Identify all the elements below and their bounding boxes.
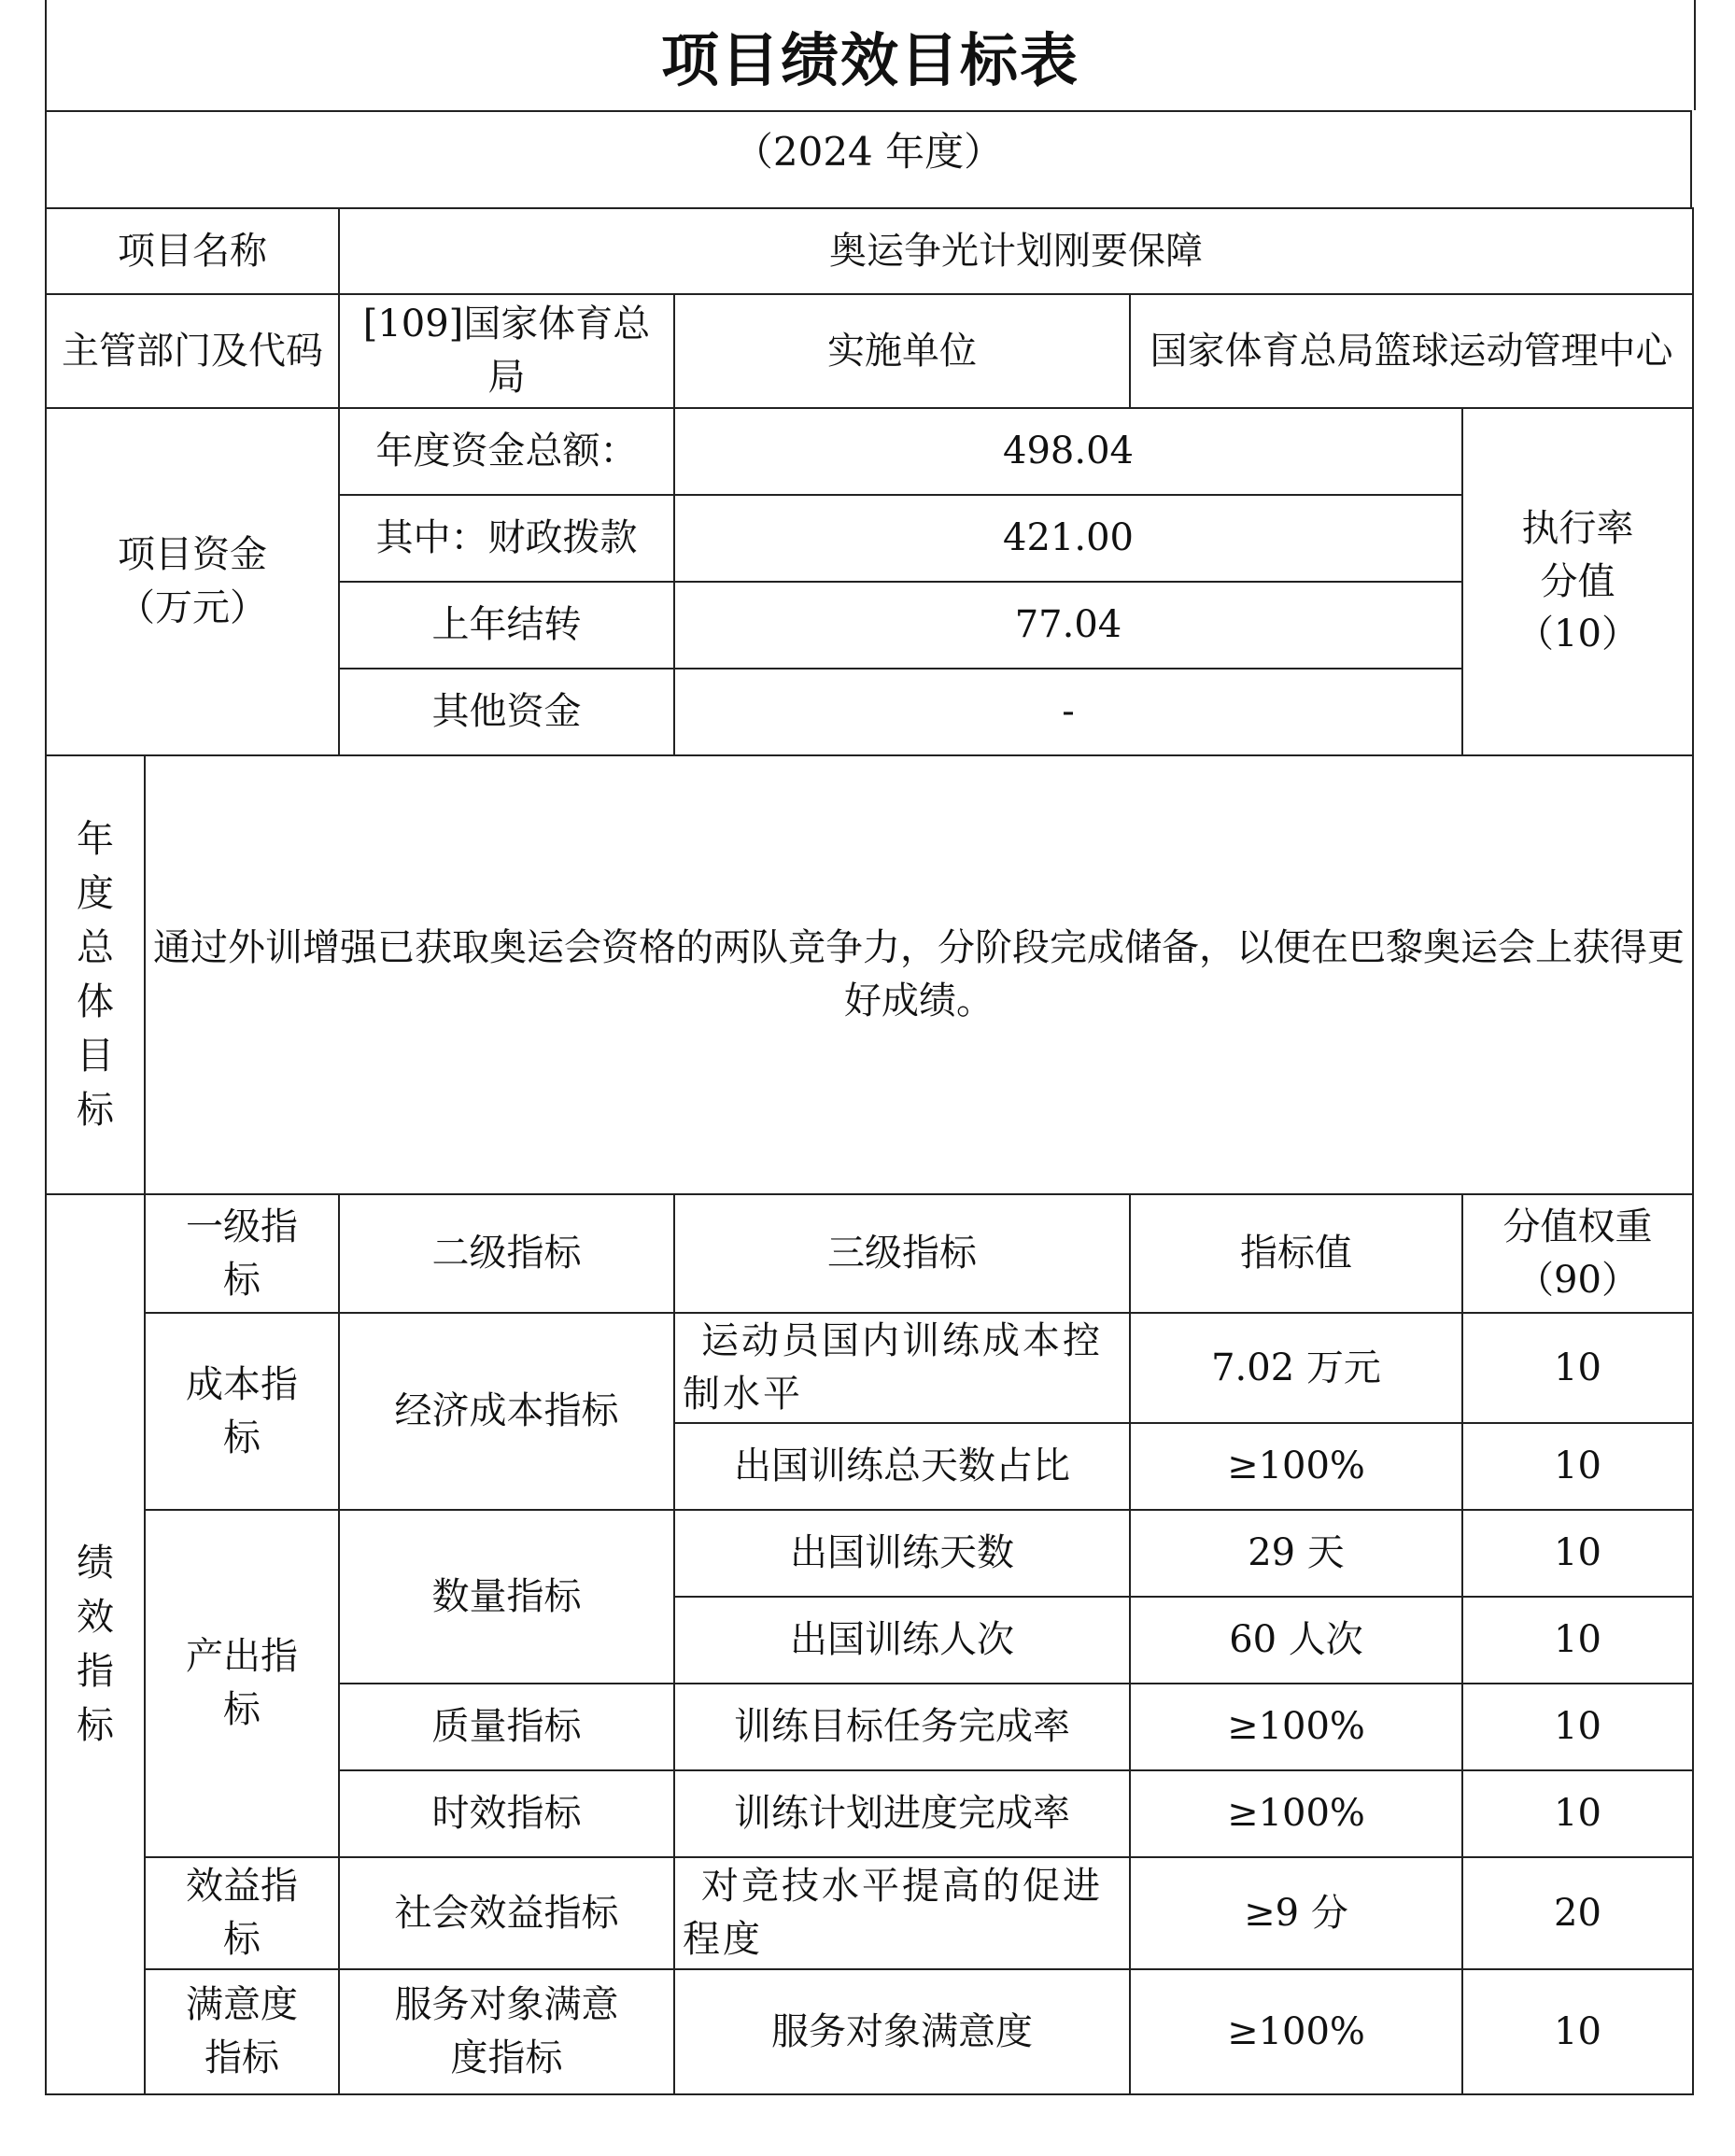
indicator-weight: 20 — [1462, 1857, 1693, 1969]
performance-indicators-label: 绩效指标 — [46, 1194, 145, 2094]
funds-other-label: 其他资金 — [339, 669, 674, 755]
header-weight: 分值权重（90） — [1462, 1194, 1693, 1313]
department-label: 主管部门及代码 — [46, 294, 339, 408]
department-value: [109]国家体育总局 — [339, 294, 674, 408]
indicator-value: ≥100% — [1130, 1423, 1462, 1510]
funds-carryover-label: 上年结转 — [339, 582, 674, 669]
table-row — [46, 1510, 1693, 1597]
sub-timeliness: 时效指标 — [339, 1770, 674, 1857]
indicator-header-row — [46, 1194, 1693, 1313]
annual-goal-row — [46, 755, 1693, 1194]
page-title: 项目绩效目标表 — [45, 0, 1696, 110]
header-level3: 三级指标 — [674, 1194, 1130, 1313]
implementing-unit-value: 国家体育总局篮球运动管理中心 — [1130, 294, 1693, 408]
group-satisfaction: 满意度指标 — [145, 1969, 339, 2094]
performance-target-table — [45, 207, 1694, 2095]
indicator-name: 训练目标任务完成率 — [674, 1684, 1130, 1770]
group-benefit: 效益指标 — [145, 1857, 339, 1969]
indicator-value: ≥100% — [1130, 1770, 1462, 1857]
project-name-value: 奥运争光计划刚要保障 — [339, 208, 1693, 294]
table-row — [46, 1969, 1693, 2094]
indicator-name: 出国训练人次 — [674, 1597, 1130, 1684]
indicator-name: 运动员国内训练成本控制水平 — [674, 1313, 1130, 1423]
header-level2: 二级指标 — [339, 1194, 674, 1313]
indicator-weight: 10 — [1462, 1313, 1693, 1423]
sub-quality: 质量指标 — [339, 1684, 674, 1770]
indicator-name: 服务对象满意度 — [674, 1969, 1130, 2094]
year-subtitle: （2024 年度） — [45, 110, 1692, 207]
header-value: 指标值 — [1130, 1194, 1462, 1313]
annual-goal-text: 通过外训增强已获取奥运会资格的两队竞争力，分阶段完成储备，以便在巴黎奥运会上获得更好成绩。 — [145, 755, 1693, 1194]
table-row — [46, 1313, 1693, 1423]
project-name-label: 项目名称 — [46, 208, 339, 294]
indicator-weight: 10 — [1462, 1597, 1693, 1684]
department-row — [46, 294, 1693, 408]
annual-goal-label: 年度总体目标 — [46, 755, 145, 1194]
funds-other-value: - — [674, 669, 1462, 755]
indicator-weight: 10 — [1462, 1423, 1693, 1510]
sub-quantity: 数量指标 — [339, 1510, 674, 1684]
indicator-value: 60 人次 — [1130, 1597, 1462, 1684]
project-name-row — [46, 208, 1693, 294]
group-cost: 成本指标 — [145, 1313, 339, 1510]
indicator-name: 对竞技水平提高的促进程度 — [674, 1857, 1130, 1969]
funds-total-label: 年度资金总额： — [339, 408, 674, 495]
indicator-value: 29 天 — [1130, 1510, 1462, 1597]
funds-fiscal-label: 其中：财政拨款 — [339, 495, 674, 582]
execution-rate-label: 执行率分值（10） — [1462, 408, 1693, 755]
sub-service-satisfaction: 服务对象满意度指标 — [339, 1969, 674, 2094]
indicator-value: ≥100% — [1130, 1684, 1462, 1770]
funds-fiscal-value: 421.00 — [674, 495, 1462, 582]
indicator-name: 出国训练总天数占比 — [674, 1423, 1130, 1510]
funds-carryover-value: 77.04 — [674, 582, 1462, 669]
indicator-value: 7.02 万元 — [1130, 1313, 1462, 1423]
indicator-value: ≥9 分 — [1130, 1857, 1462, 1969]
group-output: 产出指标 — [145, 1510, 339, 1857]
indicator-name: 出国训练天数 — [674, 1510, 1130, 1597]
indicator-weight: 10 — [1462, 1510, 1693, 1597]
indicator-weight: 10 — [1462, 1770, 1693, 1857]
implementing-unit-label: 实施单位 — [674, 294, 1130, 408]
funds-total-value: 498.04 — [674, 408, 1462, 495]
header-level1: 一级指标 — [145, 1194, 339, 1313]
indicator-name: 训练计划进度完成率 — [674, 1770, 1130, 1857]
funds-label: 项目资金（万元） — [46, 408, 339, 755]
indicator-weight: 10 — [1462, 1969, 1693, 2094]
sub-economic-cost: 经济成本指标 — [339, 1313, 674, 1510]
table-row — [46, 1857, 1693, 1969]
indicator-value: ≥100% — [1130, 1969, 1462, 2094]
indicator-weight: 10 — [1462, 1684, 1693, 1770]
sub-social-benefit: 社会效益指标 — [339, 1857, 674, 1969]
funds-total-row — [46, 408, 1693, 495]
